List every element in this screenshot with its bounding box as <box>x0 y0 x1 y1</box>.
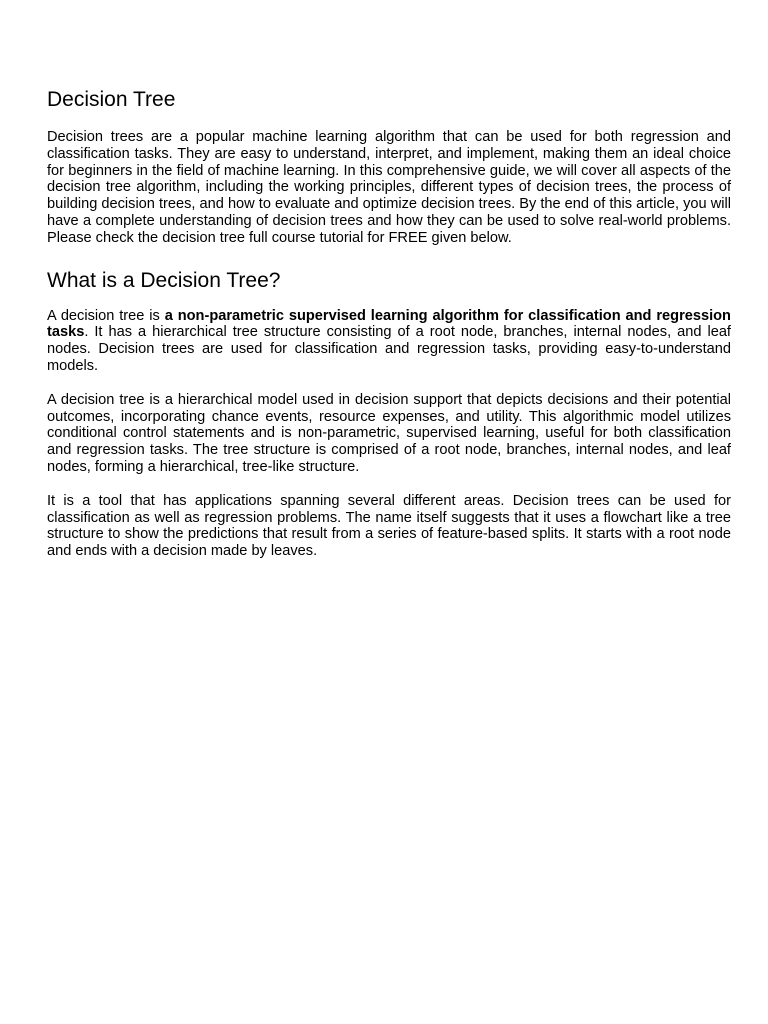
definition-text-start: A decision tree is <box>47 307 165 324</box>
page-title: Decision Tree <box>47 88 176 111</box>
applications-paragraph: It is a tool that has applications spanning several different areas. Decision trees can be used for classification as well as regression problems. The name itself suggests that it uses a flowchart like a tree structure to show the predictions that result from a series of feature-based splits. It starts with a root node and ends with a decision made by leaves. <box>47 492 731 560</box>
definition-paragraph <box>47 308 731 375</box>
model-paragraph: A decision tree is a hierarchical model used in decision support that depicts decisions and their potential outcomes, incorporating chance events, resource expenses, and utility. This algorithmic model utilizes conditional control statements and is non-parametric, supervised learning, useful for both classification and regression tasks. The tree structure is comprised of a root node, branches, internal nodes, and leaf nodes, forming a hierarchical, tree-like structure. <box>47 391 731 475</box>
document-page <box>47 86 731 577</box>
definition-text-end: . It has a hierarchical tree structure consisting of a root node, branches, internal nodes, and leaf nodes. Decision trees are used for classification and regression tasks, providing easy-to-understand models. <box>47 324 731 374</box>
definition-bold-text: a non-parametric supervised learning algorithm for classification and regression tasks <box>47 307 731 341</box>
intro-paragraph: Decision trees are a popular machine learning algorithm that can be used for both regression and classification tasks. They are easy to understand, interpret, and implement, making them an ideal choice for beginners in the field of machine learning. In this comprehensive guide, we will cover all aspects of the decision tree algorithm, including the working principles, different types of decision trees, the process of building decision trees, and how to evaluate and optimize decision trees. By the end of this article, you will have a complete understanding of decision trees and how they can be used to solve real-world problems. Please check the decision tree full course tutorial for FREE given below. <box>47 129 731 246</box>
section-heading: What is a Decision Tree? <box>47 268 281 292</box>
